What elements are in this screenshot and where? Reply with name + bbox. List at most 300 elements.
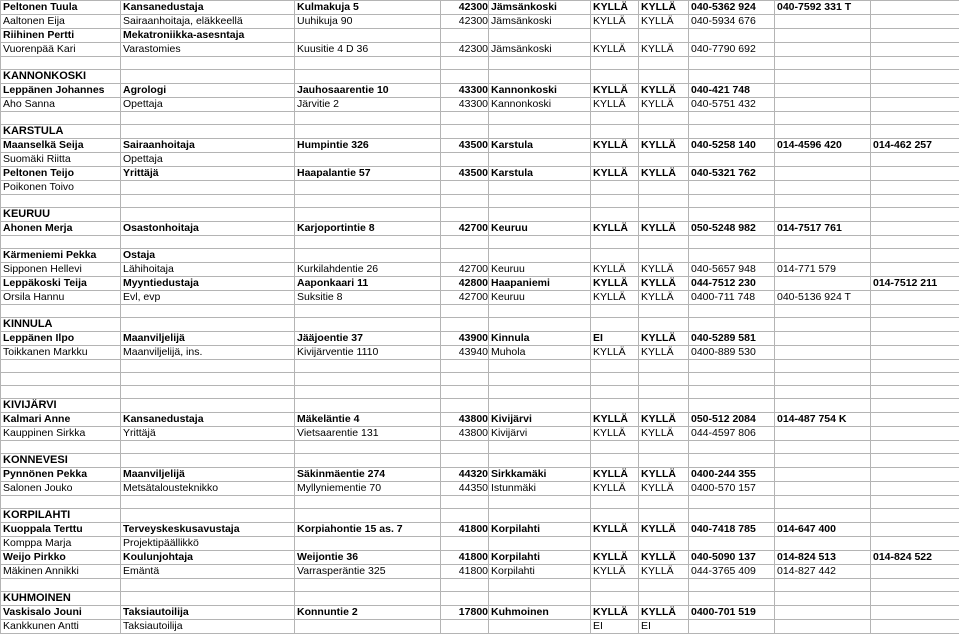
cell-name[interactable] bbox=[1, 579, 121, 592]
cell-postal-code[interactable] bbox=[441, 441, 489, 454]
cell-occupation[interactable]: Metsätalousteknikko bbox=[121, 482, 295, 496]
cell-phone-other[interactable] bbox=[871, 523, 959, 537]
cell-street-address[interactable] bbox=[295, 70, 441, 84]
cell-street-address[interactable]: Weijontie 36 bbox=[295, 551, 441, 565]
cell-occupation[interactable]: Myyntiedustaja bbox=[121, 277, 295, 291]
cell-flag-a[interactable] bbox=[591, 112, 639, 125]
cell-postal-code[interactable] bbox=[441, 360, 489, 373]
cell-phone-mobile[interactable] bbox=[689, 153, 775, 167]
cell-occupation[interactable] bbox=[121, 592, 295, 606]
cell-flag-b[interactable]: KYLLÄ bbox=[639, 277, 689, 291]
cell-city[interactable]: Korpilahti bbox=[489, 565, 591, 579]
cell-phone-other[interactable] bbox=[871, 606, 959, 620]
cell-street-address[interactable]: Karjoportintie 8 bbox=[295, 222, 441, 236]
cell-flag-b[interactable] bbox=[639, 579, 689, 592]
cell-city[interactable] bbox=[489, 57, 591, 70]
cell-occupation[interactable]: Kansanedustaja bbox=[121, 1, 295, 15]
cell-street-address[interactable] bbox=[295, 305, 441, 318]
cell-phone-mobile[interactable]: 044-7512 230 bbox=[689, 277, 775, 291]
cell-phone-other[interactable] bbox=[871, 413, 959, 427]
cell-name[interactable]: Leppänen Johannes bbox=[1, 84, 121, 98]
cell-phone-alt[interactable]: 014-827 442 bbox=[775, 565, 871, 579]
cell-postal-code[interactable] bbox=[441, 236, 489, 249]
cell-flag-b[interactable]: KYLLÄ bbox=[639, 468, 689, 482]
cell-phone-mobile[interactable] bbox=[689, 360, 775, 373]
cell-postal-code[interactable]: 42700 bbox=[441, 291, 489, 305]
cell-phone-alt[interactable] bbox=[775, 592, 871, 606]
cell-flag-a[interactable] bbox=[591, 537, 639, 551]
cell-flag-a[interactable] bbox=[591, 386, 639, 399]
cell-name[interactable]: Orsila Hannu bbox=[1, 291, 121, 305]
cell-flag-a[interactable]: KYLLÄ bbox=[591, 277, 639, 291]
cell-flag-a[interactable] bbox=[591, 305, 639, 318]
cell-phone-other[interactable] bbox=[871, 373, 959, 386]
cell-postal-code[interactable] bbox=[441, 208, 489, 222]
cell-occupation[interactable] bbox=[121, 399, 295, 413]
cell-phone-alt[interactable] bbox=[775, 57, 871, 70]
cell-flag-b[interactable]: KYLLÄ bbox=[639, 263, 689, 277]
cell-postal-code[interactable] bbox=[441, 70, 489, 84]
cell-flag-b[interactable]: KYLLÄ bbox=[639, 565, 689, 579]
cell-street-address[interactable] bbox=[295, 399, 441, 413]
cell-name[interactable]: Komppa Marja bbox=[1, 537, 121, 551]
cell-occupation[interactable]: Sairaanhoitaja, eläkkeellä bbox=[121, 15, 295, 29]
cell-occupation[interactable] bbox=[121, 70, 295, 84]
cell-street-address[interactable]: Kurkilahdentie 26 bbox=[295, 263, 441, 277]
cell-city[interactable]: Haapaniemi bbox=[489, 277, 591, 291]
cell-flag-b[interactable] bbox=[639, 386, 689, 399]
cell-flag-b[interactable] bbox=[639, 373, 689, 386]
cell-phone-other[interactable] bbox=[871, 236, 959, 249]
cell-phone-mobile[interactable]: 040-5657 948 bbox=[689, 263, 775, 277]
cell-name[interactable]: KANNONKOSKI bbox=[1, 70, 121, 84]
cell-phone-mobile[interactable]: 044-3765 409 bbox=[689, 565, 775, 579]
cell-street-address[interactable]: Humpintie 326 bbox=[295, 139, 441, 153]
cell-phone-other[interactable] bbox=[871, 98, 959, 112]
cell-city[interactable] bbox=[489, 592, 591, 606]
cell-name[interactable]: Kankkunen Antti bbox=[1, 620, 121, 634]
cell-phone-other[interactable]: 014-462 257 bbox=[871, 139, 959, 153]
cell-street-address[interactable] bbox=[295, 537, 441, 551]
cell-city[interactable] bbox=[489, 386, 591, 399]
cell-name[interactable]: Leppäkoski Teija bbox=[1, 277, 121, 291]
cell-flag-b[interactable] bbox=[639, 496, 689, 509]
cell-phone-alt[interactable] bbox=[775, 386, 871, 399]
cell-city[interactable]: Keuruu bbox=[489, 291, 591, 305]
cell-phone-mobile[interactable]: 040-5090 137 bbox=[689, 551, 775, 565]
cell-name[interactable]: Suomäki Riitta bbox=[1, 153, 121, 167]
cell-phone-alt[interactable] bbox=[775, 332, 871, 346]
cell-city[interactable]: Korpilahti bbox=[489, 523, 591, 537]
cell-flag-b[interactable]: KYLLÄ bbox=[639, 551, 689, 565]
cell-phone-mobile[interactable]: 040-5321 762 bbox=[689, 167, 775, 181]
cell-postal-code[interactable] bbox=[441, 579, 489, 592]
cell-name[interactable]: Pynnönen Pekka bbox=[1, 468, 121, 482]
cell-phone-alt[interactable] bbox=[775, 346, 871, 360]
cell-occupation[interactable]: Projektipäällikkö bbox=[121, 537, 295, 551]
cell-name[interactable]: Kärmeniemi Pekka bbox=[1, 249, 121, 263]
cell-flag-a[interactable] bbox=[591, 153, 639, 167]
cell-street-address[interactable] bbox=[295, 195, 441, 208]
cell-city[interactable] bbox=[489, 195, 591, 208]
cell-phone-mobile[interactable]: 040-421 748 bbox=[689, 84, 775, 98]
cell-phone-mobile[interactable]: 040-5289 581 bbox=[689, 332, 775, 346]
cell-flag-b[interactable]: KYLLÄ bbox=[639, 98, 689, 112]
cell-flag-b[interactable] bbox=[639, 125, 689, 139]
cell-city[interactable]: Kannonkoski bbox=[489, 84, 591, 98]
cell-phone-other[interactable] bbox=[871, 579, 959, 592]
cell-city[interactable]: Kivijärvi bbox=[489, 413, 591, 427]
cell-flag-a[interactable] bbox=[591, 70, 639, 84]
cell-street-address[interactable] bbox=[295, 592, 441, 606]
cell-occupation[interactable]: Emäntä bbox=[121, 565, 295, 579]
cell-name[interactable]: Kalmari Anne bbox=[1, 413, 121, 427]
cell-flag-b[interactable]: KYLLÄ bbox=[639, 43, 689, 57]
cell-postal-code[interactable] bbox=[441, 386, 489, 399]
cell-phone-mobile[interactable]: 050-5248 982 bbox=[689, 222, 775, 236]
cell-postal-code[interactable]: 43800 bbox=[441, 427, 489, 441]
cell-phone-other[interactable] bbox=[871, 84, 959, 98]
cell-phone-mobile[interactable] bbox=[689, 236, 775, 249]
cell-street-address[interactable] bbox=[295, 29, 441, 43]
cell-flag-b[interactable]: KYLLÄ bbox=[639, 413, 689, 427]
cell-street-address[interactable] bbox=[295, 153, 441, 167]
cell-phone-alt[interactable] bbox=[775, 15, 871, 29]
cell-flag-b[interactable] bbox=[639, 305, 689, 318]
cell-city[interactable] bbox=[489, 305, 591, 318]
cell-flag-a[interactable] bbox=[591, 29, 639, 43]
cell-street-address[interactable] bbox=[295, 620, 441, 634]
cell-street-address[interactable] bbox=[295, 318, 441, 332]
cell-phone-alt[interactable] bbox=[775, 373, 871, 386]
cell-phone-other[interactable] bbox=[871, 29, 959, 43]
cell-street-address[interactable]: Myllyniementie 70 bbox=[295, 482, 441, 496]
cell-postal-code[interactable] bbox=[441, 592, 489, 606]
cell-phone-mobile[interactable] bbox=[689, 29, 775, 43]
cell-occupation[interactable]: Taksiautoilija bbox=[121, 620, 295, 634]
cell-occupation[interactable] bbox=[121, 112, 295, 125]
cell-phone-alt[interactable] bbox=[775, 167, 871, 181]
cell-flag-b[interactable]: KYLLÄ bbox=[639, 291, 689, 305]
cell-phone-alt[interactable] bbox=[775, 195, 871, 208]
cell-city[interactable]: Karstula bbox=[489, 139, 591, 153]
cell-phone-other[interactable] bbox=[871, 509, 959, 523]
cell-city[interactable] bbox=[489, 318, 591, 332]
cell-flag-a[interactable] bbox=[591, 236, 639, 249]
cell-name[interactable]: Peltonen Tuula bbox=[1, 1, 121, 15]
cell-street-address[interactable] bbox=[295, 125, 441, 139]
cell-flag-b[interactable] bbox=[639, 236, 689, 249]
cell-phone-mobile[interactable] bbox=[689, 579, 775, 592]
cell-flag-b[interactable]: KYLLÄ bbox=[639, 523, 689, 537]
cell-flag-a[interactable]: KYLLÄ bbox=[591, 523, 639, 537]
cell-phone-other[interactable] bbox=[871, 305, 959, 318]
cell-phone-other[interactable] bbox=[871, 249, 959, 263]
cell-occupation[interactable] bbox=[121, 181, 295, 195]
cell-name[interactable]: Riihinen Pertti bbox=[1, 29, 121, 43]
cell-city[interactable]: Istunmäki bbox=[489, 482, 591, 496]
cell-occupation[interactable]: Kansanedustaja bbox=[121, 413, 295, 427]
cell-flag-a[interactable]: KYLLÄ bbox=[591, 222, 639, 236]
cell-phone-mobile[interactable] bbox=[689, 208, 775, 222]
cell-phone-other[interactable] bbox=[871, 15, 959, 29]
cell-phone-mobile[interactable]: 040-5258 140 bbox=[689, 139, 775, 153]
cell-street-address[interactable] bbox=[295, 441, 441, 454]
cell-postal-code[interactable] bbox=[441, 181, 489, 195]
cell-phone-other[interactable] bbox=[871, 1, 959, 15]
cell-phone-mobile[interactable] bbox=[689, 181, 775, 195]
cell-postal-code[interactable]: 44320 bbox=[441, 468, 489, 482]
cell-phone-alt[interactable] bbox=[775, 125, 871, 139]
cell-name[interactable]: Maanselkä Seija bbox=[1, 139, 121, 153]
cell-street-address[interactable] bbox=[295, 236, 441, 249]
cell-occupation[interactable]: Lähihoitaja bbox=[121, 263, 295, 277]
cell-name[interactable]: Kuoppala Terttu bbox=[1, 523, 121, 537]
cell-name[interactable]: Leppänen Ilpo bbox=[1, 332, 121, 346]
cell-street-address[interactable]: Varrasperäntie 325 bbox=[295, 565, 441, 579]
cell-phone-other[interactable] bbox=[871, 291, 959, 305]
cell-flag-a[interactable] bbox=[591, 195, 639, 208]
cell-city[interactable] bbox=[489, 29, 591, 43]
cell-postal-code[interactable] bbox=[441, 620, 489, 634]
cell-postal-code[interactable] bbox=[441, 305, 489, 318]
cell-phone-alt[interactable] bbox=[775, 509, 871, 523]
cell-phone-alt[interactable]: 014-647 400 bbox=[775, 523, 871, 537]
cell-name[interactable]: Poikonen Toivo bbox=[1, 181, 121, 195]
cell-name[interactable]: Salonen Jouko bbox=[1, 482, 121, 496]
cell-flag-a[interactable]: KYLLÄ bbox=[591, 551, 639, 565]
cell-phone-other[interactable] bbox=[871, 125, 959, 139]
cell-city[interactable] bbox=[489, 441, 591, 454]
cell-street-address[interactable] bbox=[295, 181, 441, 195]
cell-name[interactable]: Sipponen Hellevi bbox=[1, 263, 121, 277]
cell-flag-a[interactable]: KYLLÄ bbox=[591, 482, 639, 496]
cell-phone-mobile[interactable]: 0400-701 519 bbox=[689, 606, 775, 620]
cell-street-address[interactable]: Haapalantie 57 bbox=[295, 167, 441, 181]
cell-flag-a[interactable] bbox=[591, 509, 639, 523]
cell-street-address[interactable]: Aaponkaari 11 bbox=[295, 277, 441, 291]
cell-flag-b[interactable] bbox=[639, 509, 689, 523]
cell-phone-other[interactable] bbox=[871, 482, 959, 496]
cell-occupation[interactable] bbox=[121, 496, 295, 509]
cell-phone-mobile[interactable] bbox=[689, 195, 775, 208]
cell-occupation[interactable]: Opettaja bbox=[121, 153, 295, 167]
cell-postal-code[interactable]: 43900 bbox=[441, 332, 489, 346]
cell-occupation[interactable] bbox=[121, 509, 295, 523]
cell-name[interactable]: Aho Sanna bbox=[1, 98, 121, 112]
cell-flag-a[interactable]: KYLLÄ bbox=[591, 43, 639, 57]
cell-name[interactable]: KONNEVESI bbox=[1, 454, 121, 468]
cell-phone-other[interactable] bbox=[871, 360, 959, 373]
cell-flag-a[interactable] bbox=[591, 399, 639, 413]
cell-phone-alt[interactable] bbox=[775, 112, 871, 125]
cell-phone-alt[interactable] bbox=[775, 468, 871, 482]
cell-occupation[interactable]: Opettaja bbox=[121, 98, 295, 112]
cell-flag-b[interactable]: KYLLÄ bbox=[639, 139, 689, 153]
cell-name[interactable]: Weijo Pirkko bbox=[1, 551, 121, 565]
cell-street-address[interactable] bbox=[295, 509, 441, 523]
cell-flag-b[interactable]: KYLLÄ bbox=[639, 15, 689, 29]
cell-flag-b[interactable] bbox=[639, 181, 689, 195]
cell-street-address[interactable]: Suksitie 8 bbox=[295, 291, 441, 305]
cell-postal-code[interactable] bbox=[441, 454, 489, 468]
cell-phone-alt[interactable] bbox=[775, 277, 871, 291]
cell-phone-other[interactable] bbox=[871, 43, 959, 57]
cell-flag-a[interactable]: KYLLÄ bbox=[591, 15, 639, 29]
cell-phone-alt[interactable] bbox=[775, 70, 871, 84]
cell-postal-code[interactable]: 41800 bbox=[441, 523, 489, 537]
cell-phone-mobile[interactable] bbox=[689, 305, 775, 318]
cell-flag-b[interactable]: KYLLÄ bbox=[639, 84, 689, 98]
cell-city[interactable] bbox=[489, 620, 591, 634]
cell-phone-other[interactable] bbox=[871, 112, 959, 125]
cell-postal-code[interactable] bbox=[441, 318, 489, 332]
cell-postal-code[interactable] bbox=[441, 373, 489, 386]
cell-postal-code[interactable] bbox=[441, 112, 489, 125]
cell-flag-b[interactable] bbox=[639, 208, 689, 222]
cell-occupation[interactable] bbox=[121, 208, 295, 222]
cell-flag-b[interactable]: KYLLÄ bbox=[639, 167, 689, 181]
cell-city[interactable] bbox=[489, 399, 591, 413]
cell-city[interactable] bbox=[489, 579, 591, 592]
cell-postal-code[interactable]: 42300 bbox=[441, 43, 489, 57]
cell-phone-mobile[interactable] bbox=[689, 70, 775, 84]
cell-phone-alt[interactable] bbox=[775, 318, 871, 332]
cell-city[interactable]: Keuruu bbox=[489, 263, 591, 277]
cell-phone-alt[interactable] bbox=[775, 496, 871, 509]
cell-name[interactable]: KEURUU bbox=[1, 208, 121, 222]
cell-street-address[interactable] bbox=[295, 373, 441, 386]
cell-phone-mobile[interactable]: 040-7418 785 bbox=[689, 523, 775, 537]
cell-street-address[interactable] bbox=[295, 386, 441, 399]
cell-flag-a[interactable] bbox=[591, 373, 639, 386]
cell-flag-a[interactable]: KYLLÄ bbox=[591, 263, 639, 277]
cell-postal-code[interactable]: 42700 bbox=[441, 263, 489, 277]
cell-flag-b[interactable] bbox=[639, 537, 689, 551]
cell-phone-other[interactable] bbox=[871, 332, 959, 346]
cell-occupation[interactable] bbox=[121, 360, 295, 373]
cell-phone-mobile[interactable] bbox=[689, 592, 775, 606]
cell-street-address[interactable]: Säkinmäentie 274 bbox=[295, 468, 441, 482]
cell-flag-a[interactable]: KYLLÄ bbox=[591, 167, 639, 181]
cell-phone-mobile[interactable] bbox=[689, 454, 775, 468]
cell-phone-mobile[interactable] bbox=[689, 249, 775, 263]
cell-city[interactable] bbox=[489, 509, 591, 523]
cell-city[interactable] bbox=[489, 70, 591, 84]
cell-name[interactable]: KINNULA bbox=[1, 318, 121, 332]
cell-name[interactable]: Mäkinen Annikki bbox=[1, 565, 121, 579]
cell-flag-a[interactable] bbox=[591, 496, 639, 509]
cell-street-address[interactable] bbox=[295, 249, 441, 263]
cell-name[interactable]: Ahonen Merja bbox=[1, 222, 121, 236]
cell-phone-other[interactable] bbox=[871, 153, 959, 167]
cell-city[interactable]: Muhola bbox=[489, 346, 591, 360]
cell-phone-mobile[interactable] bbox=[689, 620, 775, 634]
cell-phone-other[interactable] bbox=[871, 565, 959, 579]
cell-flag-a[interactable]: EI bbox=[591, 620, 639, 634]
cell-phone-other[interactable]: 014-7512 211 bbox=[871, 277, 959, 291]
cell-occupation[interactable]: Yrittäjä bbox=[121, 167, 295, 181]
cell-phone-other[interactable] bbox=[871, 468, 959, 482]
cell-phone-mobile[interactable] bbox=[689, 57, 775, 70]
cell-city[interactable] bbox=[489, 236, 591, 249]
cell-flag-b[interactable]: KYLLÄ bbox=[639, 427, 689, 441]
cell-flag-b[interactable] bbox=[639, 360, 689, 373]
cell-phone-other[interactable] bbox=[871, 167, 959, 181]
cell-city[interactable] bbox=[489, 112, 591, 125]
cell-phone-alt[interactable] bbox=[775, 305, 871, 318]
cell-postal-code[interactable]: 43300 bbox=[441, 98, 489, 112]
cell-flag-a[interactable]: KYLLÄ bbox=[591, 139, 639, 153]
cell-city[interactable]: Jämsänkoski bbox=[489, 43, 591, 57]
cell-flag-b[interactable]: KYLLÄ bbox=[639, 332, 689, 346]
cell-city[interactable] bbox=[489, 125, 591, 139]
cell-postal-code[interactable]: 42300 bbox=[441, 1, 489, 15]
cell-phone-alt[interactable]: 014-824 513 bbox=[775, 551, 871, 565]
cell-flag-a[interactable] bbox=[591, 360, 639, 373]
cell-flag-a[interactable]: EI bbox=[591, 332, 639, 346]
cell-flag-a[interactable]: KYLLÄ bbox=[591, 98, 639, 112]
cell-occupation[interactable]: Mekatroniikka-asesntaja bbox=[121, 29, 295, 43]
cell-phone-other[interactable] bbox=[871, 399, 959, 413]
cell-occupation[interactable] bbox=[121, 318, 295, 332]
cell-phone-mobile[interactable] bbox=[689, 509, 775, 523]
cell-occupation[interactable]: Terveyskeskusavustaja bbox=[121, 523, 295, 537]
cell-occupation[interactable] bbox=[121, 125, 295, 139]
cell-city[interactable]: Jämsänkoski bbox=[489, 1, 591, 15]
cell-flag-a[interactable] bbox=[591, 318, 639, 332]
cell-flag-b[interactable] bbox=[639, 441, 689, 454]
cell-postal-code[interactable] bbox=[441, 496, 489, 509]
cell-phone-alt[interactable] bbox=[775, 482, 871, 496]
cell-occupation[interactable] bbox=[121, 373, 295, 386]
cell-name[interactable] bbox=[1, 305, 121, 318]
cell-occupation[interactable] bbox=[121, 195, 295, 208]
cell-flag-a[interactable] bbox=[591, 125, 639, 139]
cell-city[interactable]: Kinnula bbox=[489, 332, 591, 346]
cell-phone-alt[interactable]: 040-7592 331 T bbox=[775, 1, 871, 15]
cell-name[interactable]: KIVIJÄRVI bbox=[1, 399, 121, 413]
cell-postal-code[interactable]: 44350 bbox=[441, 482, 489, 496]
cell-name[interactable] bbox=[1, 57, 121, 70]
cell-phone-mobile[interactable] bbox=[689, 318, 775, 332]
cell-name[interactable] bbox=[1, 441, 121, 454]
cell-street-address[interactable] bbox=[295, 360, 441, 373]
cell-street-address[interactable] bbox=[295, 112, 441, 125]
cell-phone-alt[interactable] bbox=[775, 208, 871, 222]
cell-street-address[interactable]: Jääjoentie 37 bbox=[295, 332, 441, 346]
cell-phone-other[interactable] bbox=[871, 496, 959, 509]
cell-phone-alt[interactable] bbox=[775, 360, 871, 373]
cell-flag-b[interactable]: EI bbox=[639, 620, 689, 634]
cell-flag-a[interactable]: KYLLÄ bbox=[591, 84, 639, 98]
cell-flag-b[interactable] bbox=[639, 153, 689, 167]
cell-flag-a[interactable] bbox=[591, 181, 639, 195]
cell-flag-a[interactable]: KYLLÄ bbox=[591, 427, 639, 441]
cell-name[interactable]: Vaskisalo Jouni bbox=[1, 606, 121, 620]
cell-phone-mobile[interactable] bbox=[689, 112, 775, 125]
cell-postal-code[interactable] bbox=[441, 537, 489, 551]
cell-phone-mobile[interactable]: 040-5751 432 bbox=[689, 98, 775, 112]
cell-phone-alt[interactable] bbox=[775, 43, 871, 57]
cell-flag-b[interactable] bbox=[639, 318, 689, 332]
cell-flag-a[interactable]: KYLLÄ bbox=[591, 565, 639, 579]
cell-street-address[interactable] bbox=[295, 579, 441, 592]
cell-occupation[interactable]: Yrittäjä bbox=[121, 427, 295, 441]
cell-city[interactable] bbox=[489, 454, 591, 468]
cell-name[interactable] bbox=[1, 386, 121, 399]
cell-phone-mobile[interactable] bbox=[689, 441, 775, 454]
